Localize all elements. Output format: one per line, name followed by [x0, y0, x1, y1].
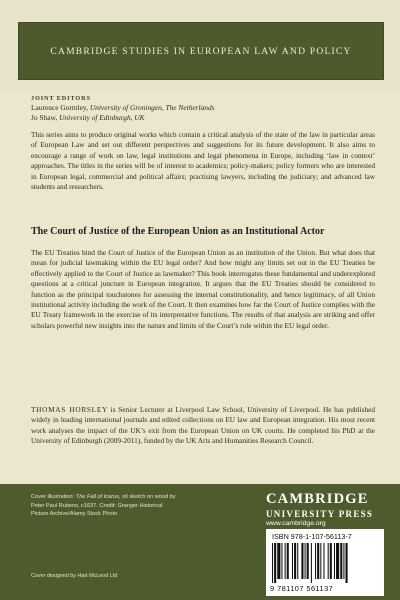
publisher-name-line1: CAMBRIDGE [266, 491, 369, 507]
editor-2-name: Jo Shaw, [31, 113, 60, 122]
cover-credit [31, 493, 181, 519]
isbn-text: ISBN 978-1-107-56113-7 [272, 532, 352, 541]
cover-credit-title: The Fall of Icarus [75, 494, 119, 500]
barcode-digits: 9 781107 561137 [270, 584, 334, 593]
author-name: THOMAS HORSLEY [31, 405, 108, 414]
author-bio: is Senior Lecturer at Liverpool Law School, University of Liverpool. He has published widely in leading international journals and edited collections on EU law and European integration. His most recent work analyses the impact of the UK’s exit from the European Union on UK courts. He completed his PhD at the University of Edinburgh (2009-2011), funded by the UK Arts and Humanities Research Council. [31, 405, 375, 446]
editor-1-name: Laurence Gormley, [31, 103, 90, 112]
barcode-icon [272, 543, 378, 583]
editor-1 [31, 103, 215, 112]
cover-credit-prefix: Cover illustration: [31, 494, 76, 500]
cover-credit-rest: , oil sketch on wood by Peter Paul Rubens, c1637. Credit: Granger Historical Picture Archive/Alamy Stock Photo [31, 494, 176, 518]
cover-designer: Cover designed by Hart McLeod Ltd [31, 573, 118, 579]
editor-2-affiliation: University of Edinburgh, UK [59, 113, 145, 122]
editor-1-affiliation: University of Groningen, The Netherlands [89, 103, 215, 112]
publisher-name-line2: UNIVERSITY PRESS [266, 509, 374, 519]
book-title: The Court of Justice of the European Union as an Institutional Actor [31, 226, 325, 237]
book-blurb: The EU Treaties bind the Court of Justice of the European Union as an institution of the Union. But what does that mean for judicial lawmaking within the EU legal order? And how might any limits set out in the EU Treaties be effectively applied to the Court of Justice as lawmaker? This book interrogates these fundamental and underexplored questions at a critical juncture in European integration. It argues that the EU Treaties should be considered to function as the principal touchstones for assessing the internal constitutionality, and hence legitimacy, of all Union institutional activity including the work of the Court. It then examines how far the Court of Justice complies with the EU Treaty framework in the exercise of its interpretative functions. The results of that analysis are striking and offer scholars powerful new insights into the nature and limits of the Court’s role within the EU legal order. [31, 248, 375, 330]
series-title: CAMBRIDGE STUDIES IN EUROPEAN LAW AND POLICY [50, 45, 352, 57]
publisher-url: www.cambridge.org [266, 520, 326, 527]
series-title-box [18, 22, 384, 80]
author-bio-paragraph [31, 405, 375, 447]
editor-2 [31, 113, 145, 122]
barcode-box [266, 529, 384, 596]
series-description: This series aims to produce original works which contain a critical analysis of the state of the law in particular areas of European Law and set out different perspectives and suggestions for its future development. It also aims to encourage a range of work on law, legal institutions and legal phenomena in Europe, including ‘law in context’ approaches. The titles in the series will be of interest to academics; policy-makers; policy formers who are interested in European legal, commercial and political affairs; practising lawyers, including the judiciary; and advanced law students and researchers. [31, 130, 375, 192]
joint-editors-label: JOINT EDITORS [31, 95, 91, 102]
publisher-logo [266, 491, 386, 527]
